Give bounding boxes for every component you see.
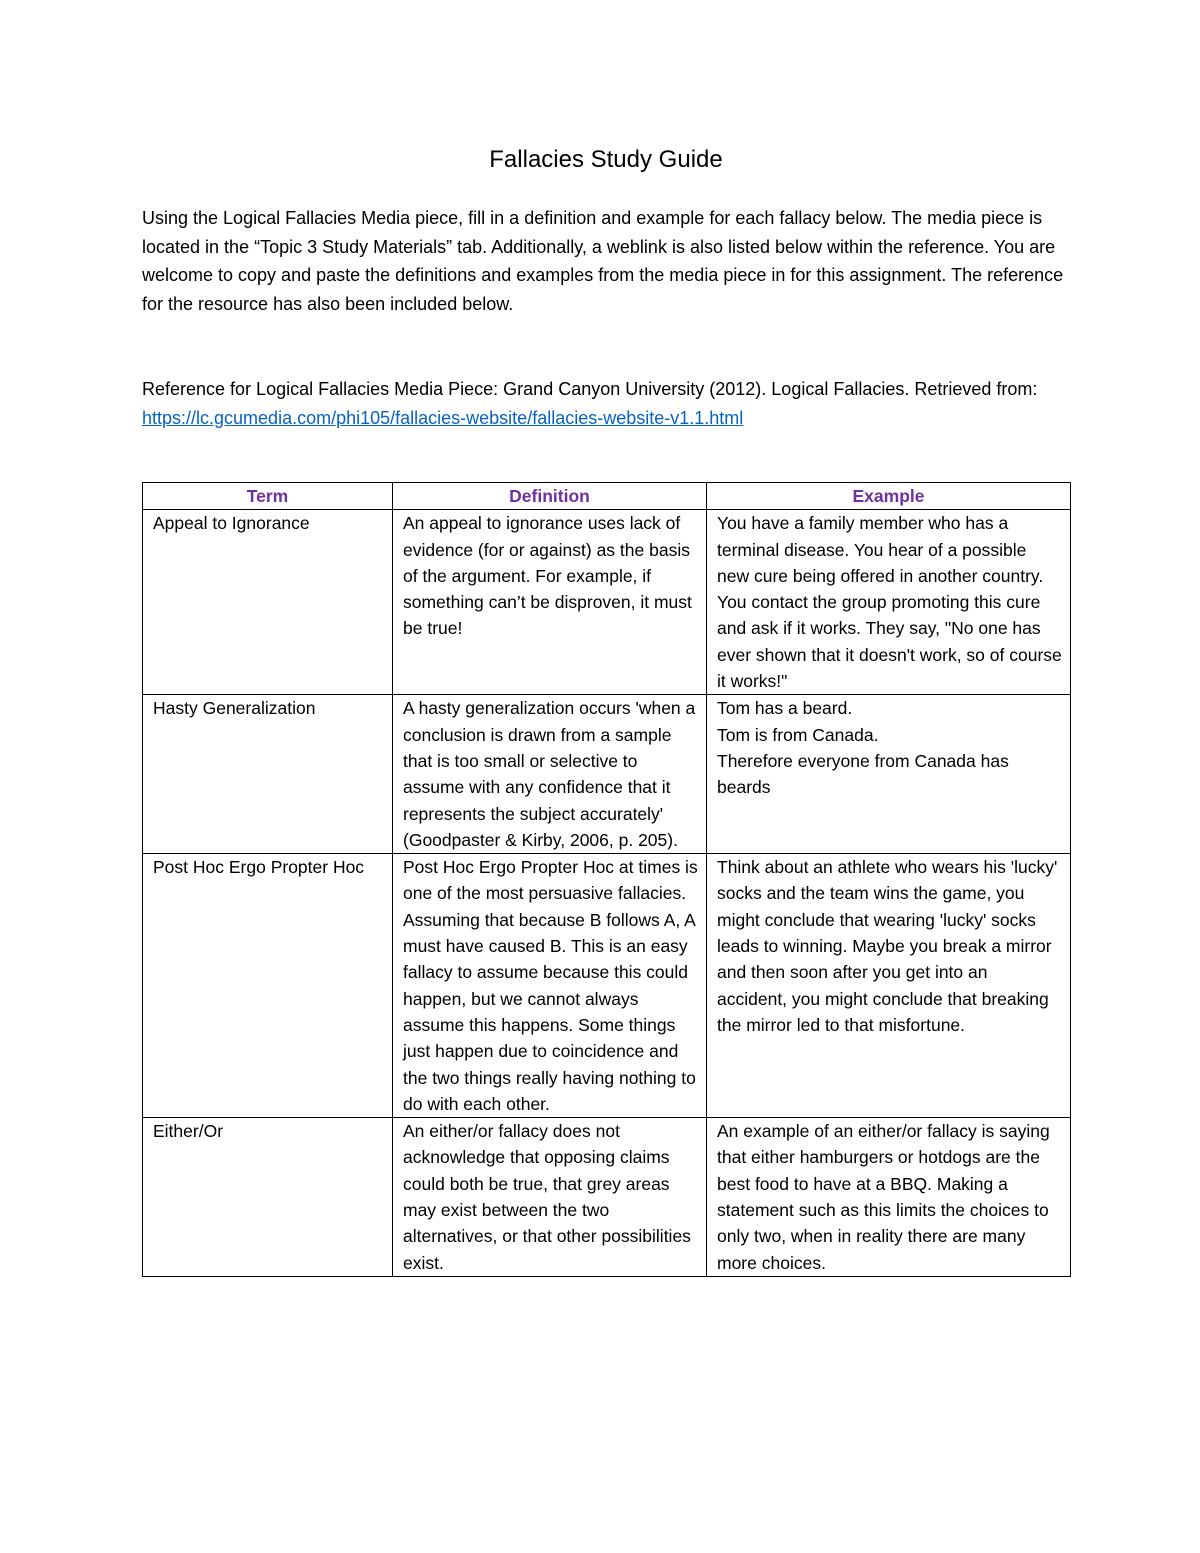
- cell-definition: An either/or fallacy does not acknowledge that opposing claims could both be true, that grey areas may exist between the two alternatives, or that other possibilities exist.: [393, 1118, 707, 1277]
- table-header-row: [143, 483, 1071, 510]
- example-line: An example of an either/or fallacy is saying that either hamburgers or hotdogs are the best food to have at a BBQ. Making a statement such as this limits the choices to only two, when in reality there are many more choices.: [717, 1121, 1050, 1273]
- cell-definition: A hasty generalization occurs 'when a conclusion is drawn from a sample that is too small or selective to assume with any confidence that it represents the subject accurately' (Goodpaster & Kirby, 2006, p. 205).: [393, 695, 707, 854]
- reference-link[interactable]: https://lc.gcumedia.com/phi105/fallacies-website/fallacies-website-v1.1.html: [142, 407, 744, 428]
- example-line: Tom has a beard.: [717, 698, 853, 719]
- header-definition: Definition: [393, 483, 707, 510]
- reference-paragraph: [142, 375, 1070, 432]
- cell-example: [707, 695, 1071, 854]
- cell-term: Post Hoc Ergo Propter Hoc: [143, 854, 393, 1118]
- table-row: [143, 695, 1071, 854]
- cell-definition: An appeal to ignorance uses lack of evidence (for or against) as the basis of the argument. For example, if something can’t be disproven, it must be true!: [393, 510, 707, 695]
- cell-term: Hasty Generalization: [143, 695, 393, 854]
- cell-term: Either/Or: [143, 1118, 393, 1277]
- header-term: Term: [143, 483, 393, 510]
- fallacies-table: [142, 482, 1071, 1277]
- reference-text: Reference for Logical Fallacies Media Piece: Grand Canyon University (2012). Logical Fallacies. Retrieved from:: [142, 379, 1038, 399]
- example-line: You have a family member who has a terminal disease. You hear of a possible new cure being offered in another country. You contact the group promoting this cure and ask if it works. They say, "No one has ever shown that it doesn't work, so of course it works!": [717, 513, 1062, 692]
- example-line: Tom is from Canada.: [717, 724, 879, 745]
- example-line: Therefore everyone from Canada has beards: [717, 750, 1009, 798]
- header-example: Example: [707, 483, 1071, 510]
- example-line: Think about an athlete who wears his 'lucky' socks and the team wins the game, you might conclude that wearing 'lucky' socks leads to winning. Maybe you break a mirror and then soon after you get into an accident, you might conclude that breaking the mirror led to that misfortune.: [717, 857, 1058, 1035]
- intro-paragraph: Using the Logical Fallacies Media piece, fill in a definition and example for each fallacy below. The media piece is located in the “Topic 3 Study Materials” tab. Additionally, a weblink is also listed below within the reference. You are welcome to copy and paste the definitions and examples from the media piece in for this assignment. The reference for the resource has also been included below.: [142, 208, 1064, 314]
- cell-example: [707, 854, 1071, 1118]
- table-row: [143, 1118, 1071, 1277]
- document-title: Fallacies Study Guide: [489, 146, 723, 173]
- cell-example: [707, 510, 1071, 695]
- table-row: [143, 510, 1071, 695]
- cell-definition: Post Hoc Ergo Propter Hoc at times is one of the most persuasive fallacies. Assuming that because B follows A, A must have caused B. This is an easy fallacy to assume because this could happen, but we cannot always assume this happens. Some things just happen due to coincidence and the two things really having nothing to do with each other.: [393, 854, 707, 1118]
- table-row: [143, 854, 1071, 1118]
- cell-term: Appeal to Ignorance: [143, 510, 393, 695]
- document-page: [142, 140, 1070, 1273]
- cell-example: [707, 1118, 1071, 1277]
